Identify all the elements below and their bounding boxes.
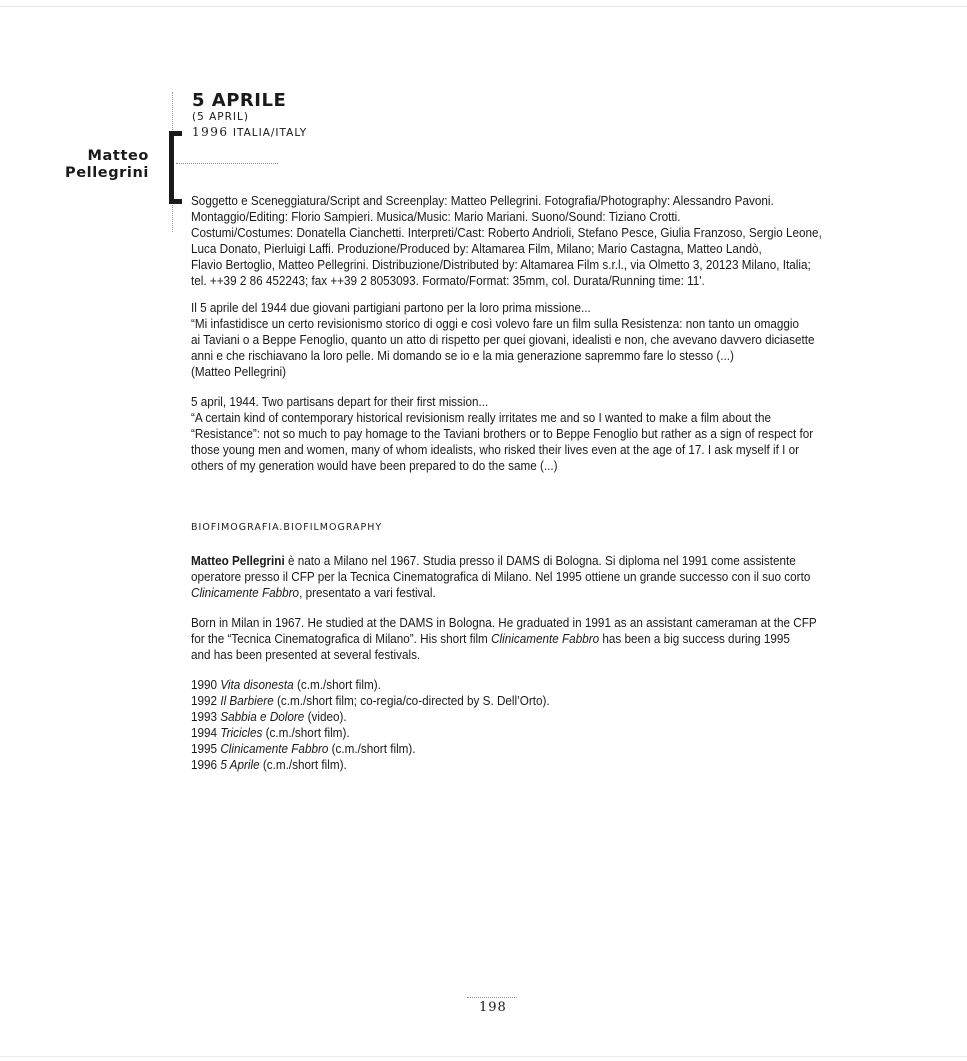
- synopsis-it-line: ai Taviani o a Beppe Fenoglio, quanto un atto di rispetto per quei giovani, idealisti e non, che avevano davvero diciasette: [191, 333, 815, 347]
- credits-line: Costumi/Costumes: Donatella Cianchetti. Interpreti/Cast: Roberto Andrioli, Stefano Pesce, Giulia Franzoso, Sergio Leone,: [191, 226, 822, 240]
- author-name: [65, 148, 149, 182]
- author-first-name: Matteo: [87, 148, 149, 164]
- filmography-item: [191, 725, 833, 741]
- bio-en-line: [191, 631, 833, 647]
- film-year: 1992: [191, 694, 218, 708]
- credits-line: Flavio Bertoglio, Matteo Pellegrini. Distribuzione/Distributed by: Altamarea Film s.r.l., via Olmetto 3, 20123 Milano, Italia;: [191, 258, 811, 272]
- bio-it-text: è nato a Milano nel 1967. Studia presso il DAMS di Bologna. Si diploma nel 1991 come assistente: [284, 554, 796, 568]
- film-title-italic: Clinicamente Fabbro: [220, 742, 329, 756]
- film-note: (video).: [304, 710, 347, 724]
- bio-it-line: operatore presso il CFP per la Tecnica Cinematografica di Milano. Nel 1995 ottiene un grande successo con il suo corto: [191, 570, 811, 584]
- filmography-item: [191, 741, 833, 757]
- credits-line: Soggetto e Sceneggiatura/Script and Screenplay: Matteo Pellegrini. Fotografia/Photography: Alessandro Pavoni.: [191, 194, 774, 208]
- bio-author-name: Matteo Pellegrini: [191, 554, 285, 568]
- film-note: (c.m./short film; co-regia/co-directed by S. Dell’Orto).: [273, 694, 550, 708]
- filmography-item: [191, 709, 833, 725]
- bio-en-line: and has been presented at several festivals.: [191, 648, 421, 662]
- film-year: 1993: [191, 710, 218, 724]
- bio-it-line: [191, 585, 833, 601]
- page-top-rule: [0, 6, 967, 7]
- biography-english: [191, 615, 833, 663]
- film-note: (c.m./short film).: [262, 726, 350, 740]
- biography-italian: [191, 553, 833, 601]
- film-title-italic: Clinicamente Fabbro: [491, 632, 600, 646]
- synopsis-it-line: (Matteo Pellegrini): [191, 365, 287, 379]
- filmography-item: [191, 677, 833, 693]
- credits-line: Luca Donato, Pierluigi Laffi. Produzione/Produced by: Altamarea Film, Milano; Mario Castagna, Matteo Landò,: [191, 242, 762, 256]
- bracket-ornament: [169, 131, 182, 204]
- synopsis-italian: [191, 300, 833, 380]
- filmography-item: [191, 693, 833, 709]
- film-year: 1995: [191, 742, 218, 756]
- film-note: (c.m./short film).: [328, 742, 416, 756]
- bio-it-line: [191, 553, 833, 569]
- film-title-italic: Il Barbiere: [220, 694, 274, 708]
- bio-en-line: Born in Milan in 1967. He studied at the DAMS in Bologna. He graduated in 1991 as an assistant cameraman at the CFP: [191, 616, 817, 630]
- page-number-rule: [467, 997, 517, 998]
- filmography-list: [191, 677, 833, 773]
- film-title-italic: 5 Aprile: [220, 758, 260, 772]
- film-title-italic: Tricicles: [220, 726, 263, 740]
- film-title-italic: Sabbia e Dolore: [220, 710, 305, 724]
- film-note: (c.m./short film).: [293, 678, 381, 692]
- synopsis-english: [191, 394, 833, 474]
- film-year: 1994: [191, 726, 218, 740]
- film-subtitle: [192, 110, 307, 141]
- synopsis-en-line: others of my generation would have been prepared to do the same (...): [191, 459, 558, 473]
- film-year: 1996: [191, 758, 218, 772]
- synopsis-en-line: “Resistance”: not so much to pay homage to the Taviani brothers or to Beppe Fenoglio but rather as a sign of respect for: [191, 427, 814, 441]
- film-country: ITALIA/ITALY: [232, 127, 308, 139]
- film-title: 5 APRILE: [192, 90, 287, 111]
- synopsis-en-line: “A certain kind of contemporary historical revisionism really irritates me and so I wanted to make a film about the: [191, 411, 772, 425]
- credits-line: Montaggio/Editing: Florio Sampieri. Musica/Music: Mario Mariani. Suono/Sound: Tiziano Crotti.: [191, 210, 681, 224]
- film-title-italic: Vita disonesta: [220, 678, 294, 692]
- synopsis-it-line: Il 5 aprile del 1944 due giovani partigiani partono per la loro prima missione...: [191, 301, 591, 315]
- film-title-italic: Clinicamente Fabbro: [191, 586, 300, 600]
- author-last-name: Pellegrini: [64, 165, 149, 181]
- page-bottom-rule: [0, 1056, 967, 1057]
- bio-en-text: has been a big success during 1995: [599, 632, 790, 646]
- synopsis-it-line: “Mi infastidisce un certo revisionismo storico di oggi e così volevo fare un film sulla Resistenza: non tanto un omaggio: [191, 317, 800, 331]
- film-year-country: [192, 125, 307, 141]
- bio-it-text: , presentato a vari festival.: [299, 586, 436, 600]
- film-year: 1996: [192, 125, 229, 139]
- dotted-connector: [176, 163, 278, 164]
- credits-block: [191, 193, 833, 289]
- synopsis-en-line: 5 april, 1944. Two partisans depart for their first mission...: [191, 395, 489, 409]
- synopsis-en-line: those young men and women, many of whom idealists, who risked their lives even at the age of 17. I ask myself if I or: [191, 443, 800, 457]
- synopsis-it-line: anni e che rischiavano la loro pelle. Mi domando se io e la mia generazione sapremmo fare lo stesso (...): [191, 349, 734, 363]
- film-translated-title: (5 APRIL): [192, 111, 249, 123]
- bio-en-text: for the “Tecnica Cinematografica di Milano”. His short film: [191, 632, 492, 646]
- filmography-item: [191, 757, 833, 773]
- film-note: (c.m./short film).: [259, 758, 347, 772]
- credits-line: tel. ++39 2 86 452243; fax ++39 2 8053093. Formato/Format: 35mm, col. Durata/Running time: 11'.: [191, 274, 705, 288]
- biofilmography-heading: BIOFIMOGRAFIA.BIOFILMOGRAPHY: [191, 522, 383, 533]
- page-number: 198: [479, 1000, 507, 1015]
- film-year: 1990: [191, 678, 218, 692]
